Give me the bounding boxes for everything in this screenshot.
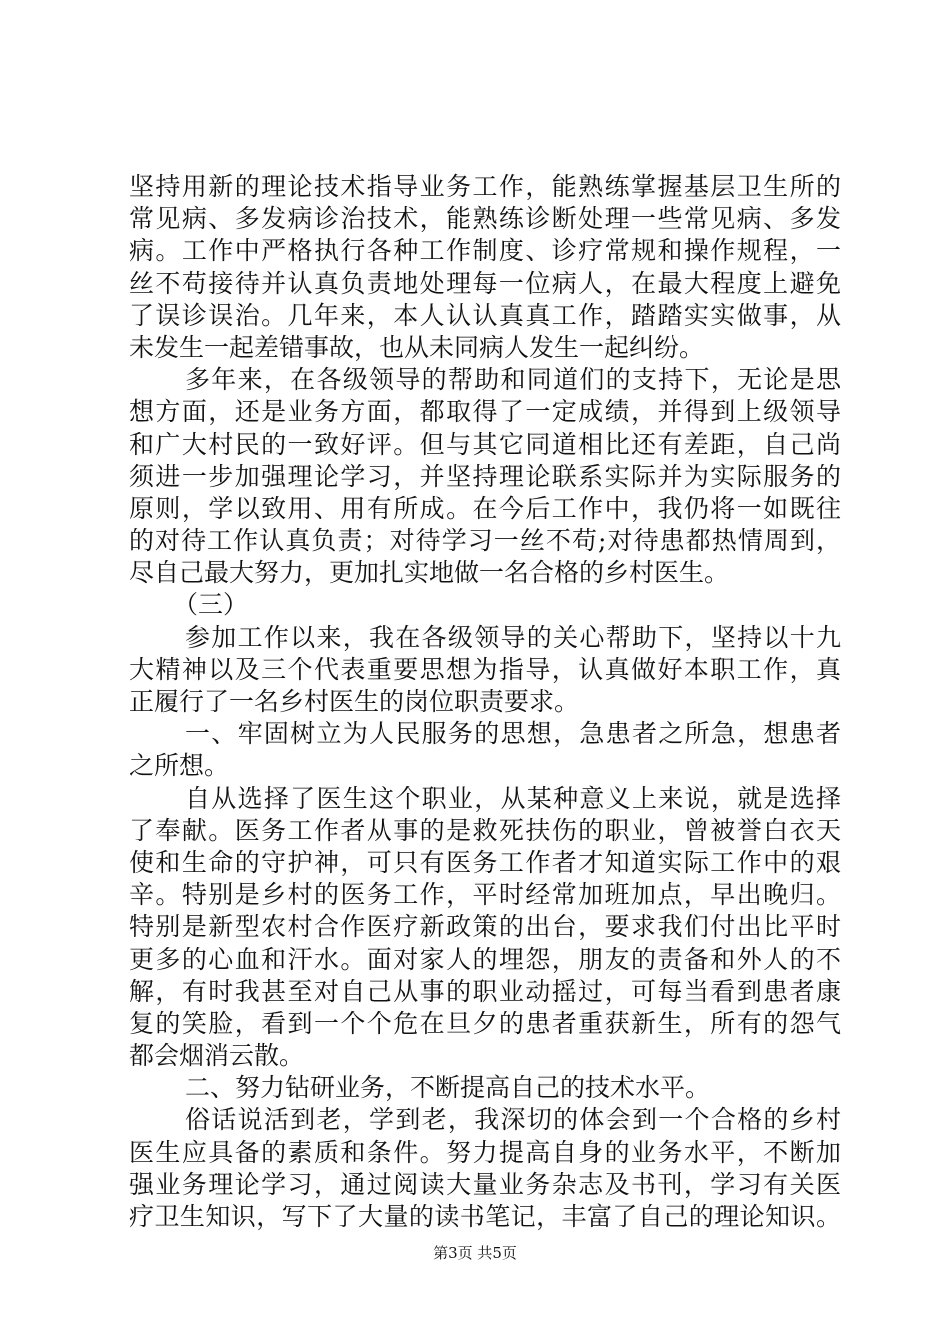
- text-line: 正履行了一名乡村医生的岗位职责要求。: [129, 687, 580, 716]
- text-line: 未发生一起差错事故，也从未同病人发生一起纠纷。: [129, 332, 705, 362]
- text-line: 医生应具备的素质和条件。努力提高自身的业务水平，不断加: [129, 1137, 841, 1167]
- text-line: 解，有时我甚至对自己从事的职业动摇过，可每当看到患者康: [129, 976, 841, 1006]
- text-line: 使和生命的守护神，可只有医务工作者才知道实际工作中的艰: [129, 847, 841, 877]
- text-line: 辛。特别是乡村的医务工作，平时经常加班加点，早出晚归。: [129, 880, 841, 910]
- text-line: 特别是新型农村合作医疗新政策的出台，要求我们付出比平时: [129, 912, 841, 942]
- text-line: 都会烟消云散。: [129, 1041, 305, 1071]
- text-line: （三）: [173, 590, 249, 620]
- text-line: 大精神以及三个代表重要思想为指导，认真做好本职工作，真: [129, 654, 841, 684]
- document-body: [129, 171, 841, 1233]
- text-line: 参加工作以来，我在各级领导的关心帮助下，坚持以十九: [185, 622, 841, 652]
- text-line: 二、努力钻研业务，不断提高自己的技术水平。: [185, 1073, 711, 1103]
- text-line: 强业务理论学习，通过阅读大量业务杂志及书刊，学习有关医: [129, 1169, 841, 1199]
- text-line: 自从选择了医生这个职业，从某种意义上来说，就是选择: [185, 783, 841, 813]
- text-line: 复的笑脸，看到一个个危在旦夕的患者重获新生，所有的怨气: [129, 1008, 841, 1038]
- text-line: 多年来，在各级领导的帮助和同道们的支持下，无论是思: [185, 365, 841, 395]
- text-line: 疗卫生知识，写下了大量的读书笔记，丰富了自己的理论知识。: [129, 1202, 841, 1231]
- text-line: 了奉献。医务工作者从事的是救死扶伤的职业，曾被誉白衣天: [129, 815, 841, 845]
- page-footer: 第3页 共5页: [433, 1244, 517, 1262]
- text-line: 原则，学以致用、用有所成。在今后工作中，我仍将一如既往: [129, 493, 841, 523]
- text-line: 之所想。: [129, 751, 230, 781]
- text-line: 想方面，还是业务方面，都取得了一定成绩，并得到上级领导: [129, 397, 841, 427]
- text-line: 须进一步加强理论学习，并坚持理论联系实际并为实际服务的: [129, 461, 841, 491]
- text-line: 丝不苟接待并认真负责地处理每一位病人，在最大程度上避免: [129, 268, 841, 298]
- text-line: 和广大村民的一致好评。但与其它同道相比还有差距，自己尚: [129, 429, 841, 459]
- text-line: 的对待工作认真负责；对待学习一丝不苟;对待患都热情周到，: [129, 526, 841, 556]
- text-line: 俗话说活到老，学到老，我深切的体会到一个合格的乡村: [185, 1105, 841, 1135]
- text-line: 坚持用新的理论技术指导业务工作，能熟练掌握基层卫生所的: [129, 172, 841, 201]
- text-line: 病。工作中严格执行各种工作制度、诊疗常规和操作规程，一: [129, 236, 841, 266]
- text-line: 一、牢固树立为人民服务的思想，急患者之所急，想患者: [185, 719, 841, 749]
- text-line: 常见病、多发病诊治技术，能熟练诊断处理一些常见病、多发: [129, 204, 841, 234]
- text-line: 更多的心血和汗水。面对家人的埋怨，朋友的责备和外人的不: [129, 944, 841, 974]
- text-line: 尽自己最大努力，更加扎实地做一名合格的乡村医生。: [129, 558, 730, 588]
- text-line: 了误诊误治。几年来，本人认认真真工作，踏踏实实做事，从: [129, 300, 841, 330]
